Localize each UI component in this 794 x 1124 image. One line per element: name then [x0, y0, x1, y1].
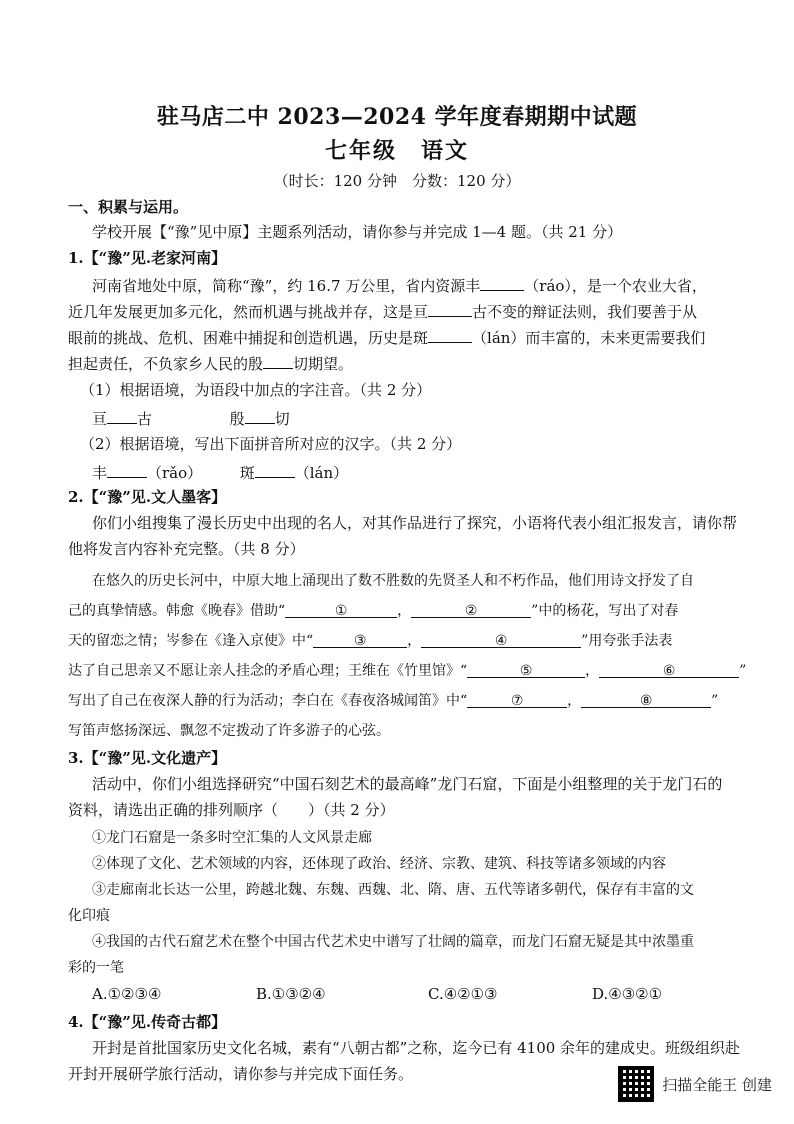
q1-passage-line: 眼前的挑战、危机、困难中捕捉和创造机遇，历史是斑 （lán）而丰富的，未来更需要我们: [68, 326, 768, 348]
poem-blank-8[interactable]: ⑧: [581, 691, 711, 708]
q1-passage-line: 近几年发展更加多元化，然而机遇与挑战并存，这是亘 古不变的辩证法则，我们要善于从: [68, 300, 768, 322]
section-heading: 一、积累与运用。: [68, 198, 189, 216]
q1-sub1: （1）根据语境，为语段中加点的字注音。（共 2 分）: [80, 381, 432, 399]
poem-blank-4[interactable]: ④: [421, 631, 581, 648]
q2-text-line: 写出了自己在夜深人静的行为活动；李白在《春夜洛城闻笛》中“ ⑦ ， ⑧ ”: [68, 693, 719, 709]
q3-prompt-line: 活动中，你们小组选择研究“中国石刻艺术的最高峰”龙门石窟，下面是小组整理的关于龙门石的: [92, 775, 723, 793]
poem-blank-1[interactable]: ①: [285, 601, 397, 618]
q3-sentence: ①龙门石窟是一条多时空汇集的人文风景走廊: [92, 830, 372, 846]
q3-sentence: ④我国的古代石窟艺术在整个中国古代艺术史中谱写了壮阔的篇章，而龙门石窟无疑是其中浓墨重: [92, 934, 694, 950]
q3-title: 3.【“豫”见.文化遗产】: [68, 749, 227, 767]
q3-sentence: ②体现了文化、艺术领域的内容，还体现了政治、经济、宗教、建筑、科技等诸多领域的内容: [92, 856, 666, 872]
poem-blank-7[interactable]: ⑦: [467, 691, 567, 708]
q3-option-c[interactable]: C.④②①③: [428, 985, 498, 1003]
q2-prompt-line: 你们小组搜集了漫长历史中出现的名人，对其作品进行了探究，小语将代表小组汇报发言，请你帮: [92, 514, 738, 532]
q3-sentence: 化印痕: [68, 908, 110, 924]
q4-prompt-line: 开封开展研学旅行活动，请你参与并完成下面任务。: [68, 1065, 414, 1083]
qr-code-icon: [618, 1066, 654, 1102]
answer-blank[interactable]: [255, 461, 295, 478]
q1-passage-line: 河南省地处中原，简称“豫”，约 16.7 万公里，省内资源丰 （ráo），是一个农业大省，: [92, 274, 768, 296]
q3-prompt-line: 资料，请选出正确的排列顺序（ ）（共 2 分）: [68, 801, 395, 819]
q2-prompt-line: 他将发言内容补充完整。（共 8 分）: [68, 540, 305, 558]
q4-title: 4.【“豫”见.传奇古都】: [68, 1013, 227, 1031]
q2-text-line: 达了自己思亲又不愿让亲人挂念的矛盾心理；王维在《竹里馆》“ ⑤ ， ⑥ ”: [68, 663, 747, 679]
q2-text-line: 写笛声悠扬深远、飘忽不定拨动了许多游子的心弦。: [68, 723, 390, 739]
q1-sub1-answers: 亘 古 殷 切: [92, 407, 792, 429]
q1-passage-line: 担起责任，不负家乡人民的殷 切期望。: [68, 352, 768, 374]
poem-blank-2[interactable]: ②: [411, 601, 531, 618]
answer-blank[interactable]: [245, 407, 275, 424]
q3-option-a[interactable]: A.①②③④: [92, 985, 162, 1003]
q3-option-d[interactable]: D.④③②①: [592, 985, 663, 1003]
q2-title: 2.【“豫”见.文人墨客】: [68, 488, 227, 506]
poem-blank-6[interactable]: ⑥: [599, 661, 739, 678]
q2-text-line: 己的真挚情感。韩愈《晚春》借助“ ① ， ② ”中的杨花，写出了对春: [68, 603, 679, 619]
q1-sub2: （2）根据语境，写出下面拼音所对应的汉字。（共 2 分）: [80, 435, 462, 453]
exam-title: 驻马店二中 2023—2024 学年度春期期中试题: [156, 104, 638, 130]
exam-meta: （时长：120 分钟 分数：120 分）: [273, 172, 521, 190]
section-intro: 学校开展【“豫”见中原】主题系列活动，请你参与并完成 1—4 题。（共 21 分）: [92, 223, 623, 241]
poem-blank-5[interactable]: ⑤: [467, 661, 585, 678]
exam-subtitle: 七年级 语文: [324, 138, 469, 164]
q4-prompt-line: 开封是首批国家历史文化名城，素有“八朝古都”之称，迄今已有 4100 余年的建成史。班级组织赴: [92, 1039, 741, 1057]
q3-sentence: ③走廊南北长达一公里，跨越北魏、东魏、西魏、北、隋、唐、五代等诸多朝代，保存有丰富的文: [92, 882, 694, 898]
scanner-watermark: [618, 1066, 772, 1102]
q1-title: 1.【“豫”见.老家河南】: [68, 249, 227, 267]
q2-text-line: 在悠久的历史长河中，中原大地上涌现出了数不胜数的先贤圣人和不朽作品，他们用诗文抒发了自: [92, 573, 694, 589]
q2-text-line: 天的留恋之情；岑参在《逢入京使》中“ ③ ， ④ ”用夸张手法表: [68, 633, 673, 649]
poem-blank-3[interactable]: ③: [313, 631, 407, 648]
answer-blank[interactable]: [107, 461, 147, 478]
answer-blank[interactable]: [107, 407, 137, 424]
q1-sub2-answers: 丰 （rǎo） 斑 （lán）: [92, 461, 792, 483]
watermark-text: 扫描全能王 创建: [662, 1075, 772, 1094]
q3-sentence: 彩的一笔: [68, 960, 124, 976]
q3-option-b[interactable]: B.①③②④: [256, 985, 326, 1003]
